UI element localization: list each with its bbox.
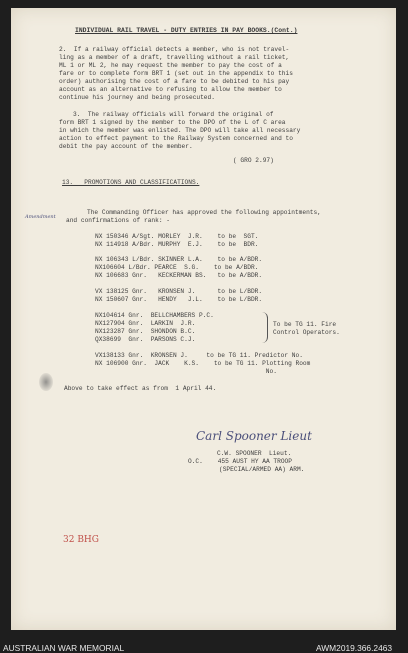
promotion-row: NX 150346 A/Sgt. MORLEY J.R. to be SGT. (95, 233, 259, 240)
para-3-line: debit the pay account of the member. (59, 143, 193, 150)
promotion-row: NX 150607 Gnr. HENDY J.L. to be L/BDR. (95, 296, 263, 303)
para-2-line: continue his journey and being prosecuted. (59, 94, 215, 101)
para-3-line: form BRT 1 signed by the member to the DPO of the L of C area (59, 119, 286, 126)
archive-footer (0, 630, 408, 653)
document-title: INDIVIDUAL RAIL TRAVEL - DUTY ENTRIES IN PAY BOOKS.(Cont.) (75, 27, 298, 34)
group-brace (262, 312, 268, 343)
promotion-row: NX127904 Gnr. LARKIN J.R. (95, 320, 196, 327)
para-2-line: fare or to complete form BRT 1 (set out in the appendix to this (59, 70, 293, 77)
para-2-line: account as an alternative to refusing to allow the member to (59, 86, 282, 93)
para-3-line: in which the member was enlisted. The DPO will take all necessary (59, 127, 301, 134)
ink-smudge (39, 373, 53, 391)
promotion-row: VX138133 Gnr. KRONSEN J. to be TG 11. Predictor No. (95, 352, 303, 359)
promotion-row: QX38699 Gnr. PARSONS C.J. (95, 336, 196, 343)
signature: Carl Spooner Lieut (196, 429, 312, 443)
margin-note: Amendment (25, 214, 56, 220)
promotion-row: NX 106683 Gnr. KECKERMAN BS. to be A/BDR. (95, 272, 263, 279)
promotion-row: VX 138125 Gnr. KRONSEN J. to be L/BDR. (95, 288, 263, 295)
effect-line: Above to take effect as from 1 April 44. (64, 385, 217, 392)
signature-block-line: C.W. SPOONER Lieut. (217, 450, 292, 457)
intro-line: The Commanding Officer has approved the following appointments, (87, 209, 321, 216)
group-note: Control Operators. (273, 329, 340, 336)
para-2-line: ML 1 or ML 2, he may request the member to pay the cost of a (59, 62, 282, 69)
section-heading: 13. PROMOTIONS AND CLASSIFICATIONS. (62, 179, 200, 186)
group-note: To be TG 11. Fire (273, 321, 337, 328)
promotion-row: NX 106343 L/Bdr. SKINNER L.A. to be A/BDR. (95, 256, 263, 263)
footer-institution: AUSTRALIAN WAR MEMORIAL (3, 643, 125, 653)
document-page (11, 8, 396, 630)
gro-reference: ( GRO 2.97) (233, 157, 274, 164)
promotion-row: NX123287 Gnr. SHONDON B.C. (95, 328, 196, 335)
para-2-line: order) authorising the cost of a fare to be debited to his pay (59, 78, 290, 85)
promotion-row: NX 114918 A/Bdr. MURPHY E.J. to be BDR. (95, 241, 259, 248)
para-2-line: 2. If a railway official detects a member, who is not travel- (59, 46, 290, 53)
para-3-line: action to effect payment to the Railway System concerned and to (59, 135, 293, 142)
handwritten-note: 32 BHG (63, 535, 99, 545)
para-2-line: ling as a member of a draft, travelling without a rail ticket, (59, 54, 290, 61)
intro-line: and confirmations of rank: - (66, 217, 170, 224)
promotion-row: NX106604 L/Bdr. PEARCE S.G. to be A/BDR. (95, 264, 259, 271)
promotion-row: No. (95, 368, 277, 375)
signature-block-line: (SPECIAL/ARMED AA) ARM. (219, 466, 305, 473)
footer-accession-number: AWM2019.366.2463 (316, 643, 393, 653)
para-3-line: 3. The railway officials will forward the original of (73, 111, 274, 118)
promotion-row: NX104614 Gnr. BELLCHAMBERS P.C. (95, 312, 214, 319)
promotion-row: NX 106900 Gnr. JACK K.S. to be TG 11. Plotting Room (95, 360, 311, 367)
signature-block-line: O.C. 455 AUST HY AA TROOP (188, 458, 292, 465)
